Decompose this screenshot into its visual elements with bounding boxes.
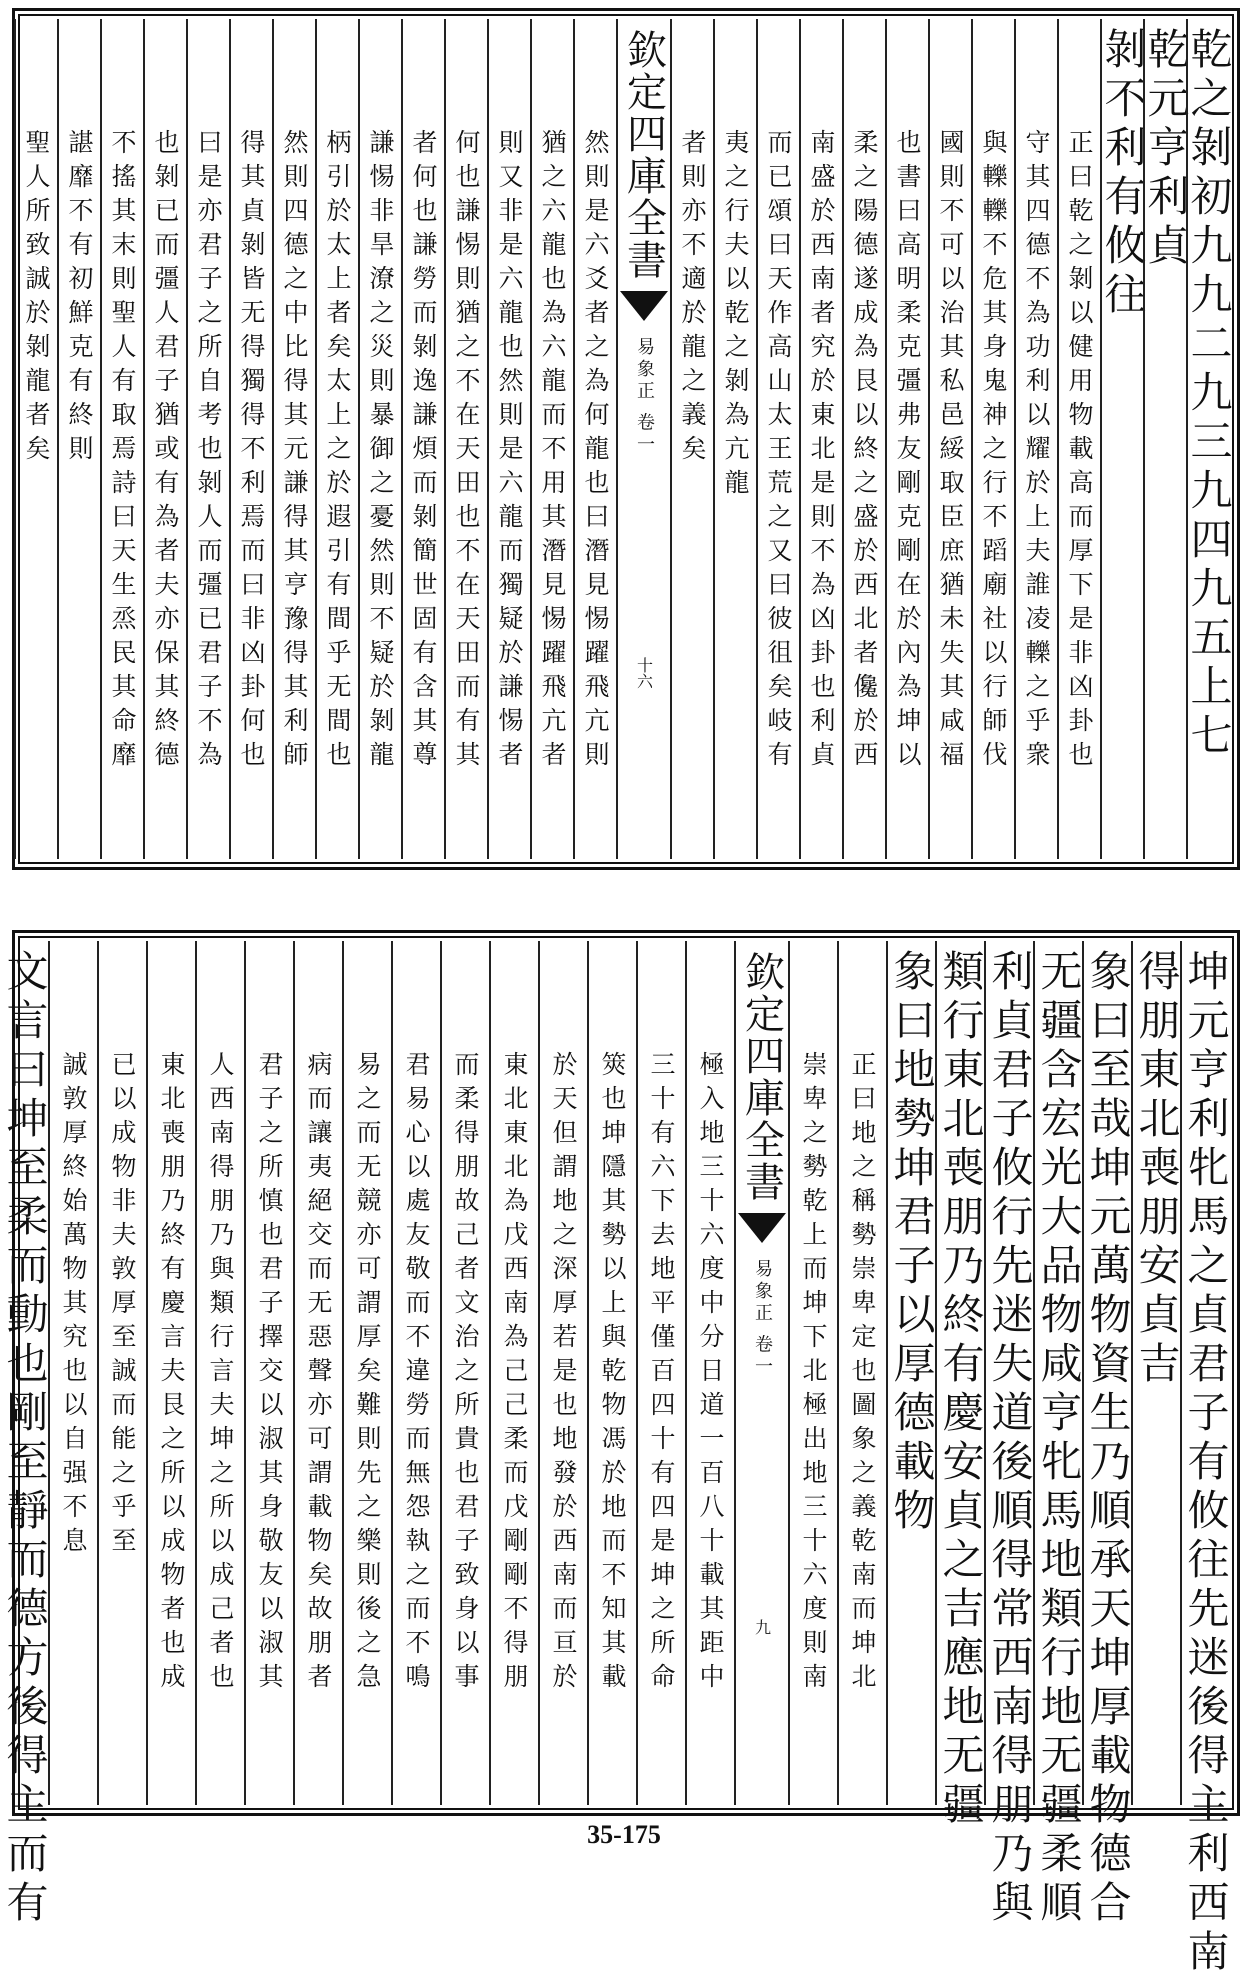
text-line: 南盛於西南者究於東北是則不為凶卦也利貞 (807, 129, 836, 775)
text-column (358, 19, 401, 859)
text-line: 然則是六爻者之為何龍也曰潛見惕躍飛亢則 (581, 129, 610, 775)
text-column (1057, 19, 1100, 859)
text-column (636, 941, 685, 1805)
text-line: 也書曰高明柔克彊弗友剛克剛在於內為坤以 (893, 129, 922, 775)
text-line: 得其貞剝皆无得獨得不利焉而曰非凶卦何也 (237, 129, 266, 775)
text-column (1033, 941, 1084, 1929)
text-line: 病而讓夷絕交而无惡聲亦可謂載物矣故朋者 (304, 1051, 333, 1697)
text-line: 柄引於太上者矣太上之於遐引有間乎无間也 (323, 129, 352, 775)
text-column (48, 941, 97, 1805)
text-column (788, 941, 837, 1805)
text-column (100, 19, 143, 859)
text-column (1131, 941, 1180, 1805)
text-column (440, 941, 489, 1805)
text-column (244, 941, 293, 1805)
text-line: 乾之剝初九九二九三九四九五上七 (1184, 27, 1234, 762)
text-line: 極入地三十六度中分日道一百八十載其距中 (696, 1051, 725, 1697)
text-column (685, 941, 734, 1805)
text-column (391, 941, 440, 1805)
text-line: 者則亦不適於龍之義矣 (678, 129, 707, 469)
text-column (14, 19, 57, 859)
text-column (57, 19, 100, 859)
text-line: 乾元亨利貞 (1141, 27, 1191, 272)
text-line: 聖人所致誠於剝龍者矣 (22, 129, 51, 469)
folio-number: 九 (752, 1619, 772, 1635)
text-line: 文言曰坤至柔而動也剛至靜而德方後得主而有 (0, 949, 50, 1929)
text-line: 者何也謙勞而剝逸謙煩而剝簡世固有含其尊 (409, 129, 438, 775)
text-column (756, 19, 799, 859)
text-column (293, 941, 342, 1805)
text-column (489, 941, 538, 1805)
text-column (670, 19, 713, 859)
text-column (444, 19, 487, 859)
book-title: 欽定四庫全書 (620, 29, 667, 281)
text-line: 夷之行夫以乾之剝為亢龍 (721, 129, 750, 503)
center-fold-header (734, 941, 788, 1805)
text-line: 國則不可以治其私邑綏取臣庶猶未失其咸福 (936, 129, 965, 775)
text-line: 人西南得朋乃與類行言夫坤之所以成己者也 (206, 1051, 235, 1697)
text-column (1184, 19, 1234, 859)
text-column (272, 19, 315, 859)
text-line: 守其四德不為功利以耀於上夫誰凌轢之乎衆 (1022, 129, 1051, 775)
text-column (984, 941, 1035, 1929)
text-line: 正曰乾之剝以健用物載高而厚下是非凶卦也 (1065, 129, 1094, 775)
text-column (885, 19, 928, 859)
text-line: 誠敦厚終始萬物其究也以自强不息 (59, 1051, 88, 1561)
text-column (971, 19, 1014, 859)
text-column (935, 941, 986, 1831)
text-column (928, 19, 971, 859)
text-column (186, 19, 229, 859)
text-line: 无疆含宏光大品物咸亨牝馬地類行地无疆柔順 (1034, 949, 1084, 1929)
text-column (97, 941, 146, 1805)
text-line: 而已頌曰天作高山太王荒之又曰彼徂矣岐有 (764, 129, 793, 775)
text-line: 柔之陽德遂成為艮以終之盛於西北者儳於西 (850, 129, 879, 775)
text-column (146, 941, 195, 1805)
text-column (1082, 941, 1133, 1929)
text-line: 東北喪朋乃終有慶言夫艮之所以成物者也成 (157, 1051, 186, 1697)
text-column (143, 19, 186, 859)
text-line: 東北東北為戊西南為己己柔而戊剛剛不得朋 (500, 1051, 529, 1697)
fish-tail-mark (620, 291, 668, 321)
text-column (487, 19, 530, 859)
text-column (538, 941, 587, 1805)
text-line: 曰是亦君子之所自考也剝人而彊已君子不為 (194, 129, 223, 775)
text-column (315, 19, 358, 859)
text-line: 君子之所慎也君子擇交以淑其身敬友以淑其 (255, 1051, 284, 1697)
text-column (573, 19, 616, 859)
text-line: 得朋東北喪朋安貞吉 (1132, 949, 1182, 1390)
text-line: 謙惕非旱潦之災則暴御之憂然則不疑於剝龍 (366, 129, 395, 775)
text-column (799, 19, 842, 859)
text-column (1014, 19, 1057, 859)
text-line: 君易心以處友敬而不違勞而無怨執之而不鳴 (402, 1051, 431, 1697)
text-column (1141, 19, 1191, 859)
text-line: 不搖其末則聖人有取焉詩曰天生烝民其命靡 (108, 129, 137, 775)
text-column (229, 19, 272, 859)
text-line: 而柔得朋故己者文治之所貴也君子致身以事 (451, 1051, 480, 1697)
folio-number: 十六 (634, 657, 654, 689)
text-column (401, 19, 444, 859)
text-line: 何也謙惕則猶之不在天田也不在天田而有其 (452, 129, 481, 775)
text-column (530, 19, 573, 859)
section-volume: 易象正 卷一 (752, 1259, 773, 1379)
text-line: 也剝已而彊人君子猶或有為者夫亦保其終德 (151, 129, 180, 775)
text-column (1180, 941, 1231, 1978)
text-line: 剝不利有攸往 (1098, 27, 1148, 321)
text-line: 與轢轢不危其身鬼神之行不蹈廟社以行師伐 (979, 129, 1008, 775)
text-column (342, 941, 391, 1805)
text-column (1098, 19, 1148, 859)
fish-tail-mark (738, 1213, 786, 1243)
text-line: 於天但謂地之深厚若是也地發於西南而亘於 (549, 1051, 578, 1697)
text-column (886, 941, 935, 1805)
text-line: 易之而无競亦可謂厚矣難則先之樂則後之急 (353, 1051, 382, 1697)
text-column (837, 941, 886, 1805)
text-line: 則又非是六龍也然則是六龍而獨疑於謙惕者 (495, 129, 524, 775)
text-line: 已以成物非夫敦厚至誠而能之乎至 (108, 1051, 137, 1561)
text-line: 諶靡不有初鮮克有終則 (65, 129, 94, 469)
text-line: 崇卑之勢乾上而坤下北極出地三十六度則南 (799, 1051, 828, 1697)
upper-page-columns (22, 19, 1234, 859)
text-line: 筴也坤隱其勢以上與乾物馮於地而不知其載 (598, 1051, 627, 1697)
book-title: 欽定四庫全書 (738, 951, 785, 1203)
text-line: 然則四德之中比得其元謙得其亨豫得其利師 (280, 129, 309, 775)
text-line: 三十有六下去地平僅百四十有四是坤之所命 (647, 1051, 676, 1697)
text-column (195, 941, 244, 1805)
text-line: 坤元亨利牝馬之貞君子有攸往先迷後得主利西南 (1181, 949, 1231, 1978)
text-column (587, 941, 636, 1805)
center-fold-header (616, 19, 670, 859)
text-column (0, 941, 50, 1929)
page-number: 35-175 (587, 1820, 661, 1849)
upper-page (12, 8, 1240, 870)
text-column (842, 19, 885, 859)
text-line: 利貞君子攸行先迷失道後順得常西南得朋乃與 (985, 949, 1035, 1929)
text-line: 正曰地之稱勢崇卑定也圖象之義乾南而坤北 (848, 1051, 877, 1697)
text-line: 象曰至哉坤元萬物資生乃順承天坤厚載物德合 (1083, 949, 1133, 1929)
text-line: 類行東北喪朋乃終有慶安貞之吉應地无疆 (936, 949, 986, 1831)
text-column (713, 19, 756, 859)
text-line: 象曰地勢坤君子以厚德載物 (887, 949, 937, 1537)
text-line: 猶之六龍也為六龍而不用其潛見惕躍飛亢者 (538, 129, 567, 775)
section-volume: 易象正 卷一 (634, 337, 655, 457)
